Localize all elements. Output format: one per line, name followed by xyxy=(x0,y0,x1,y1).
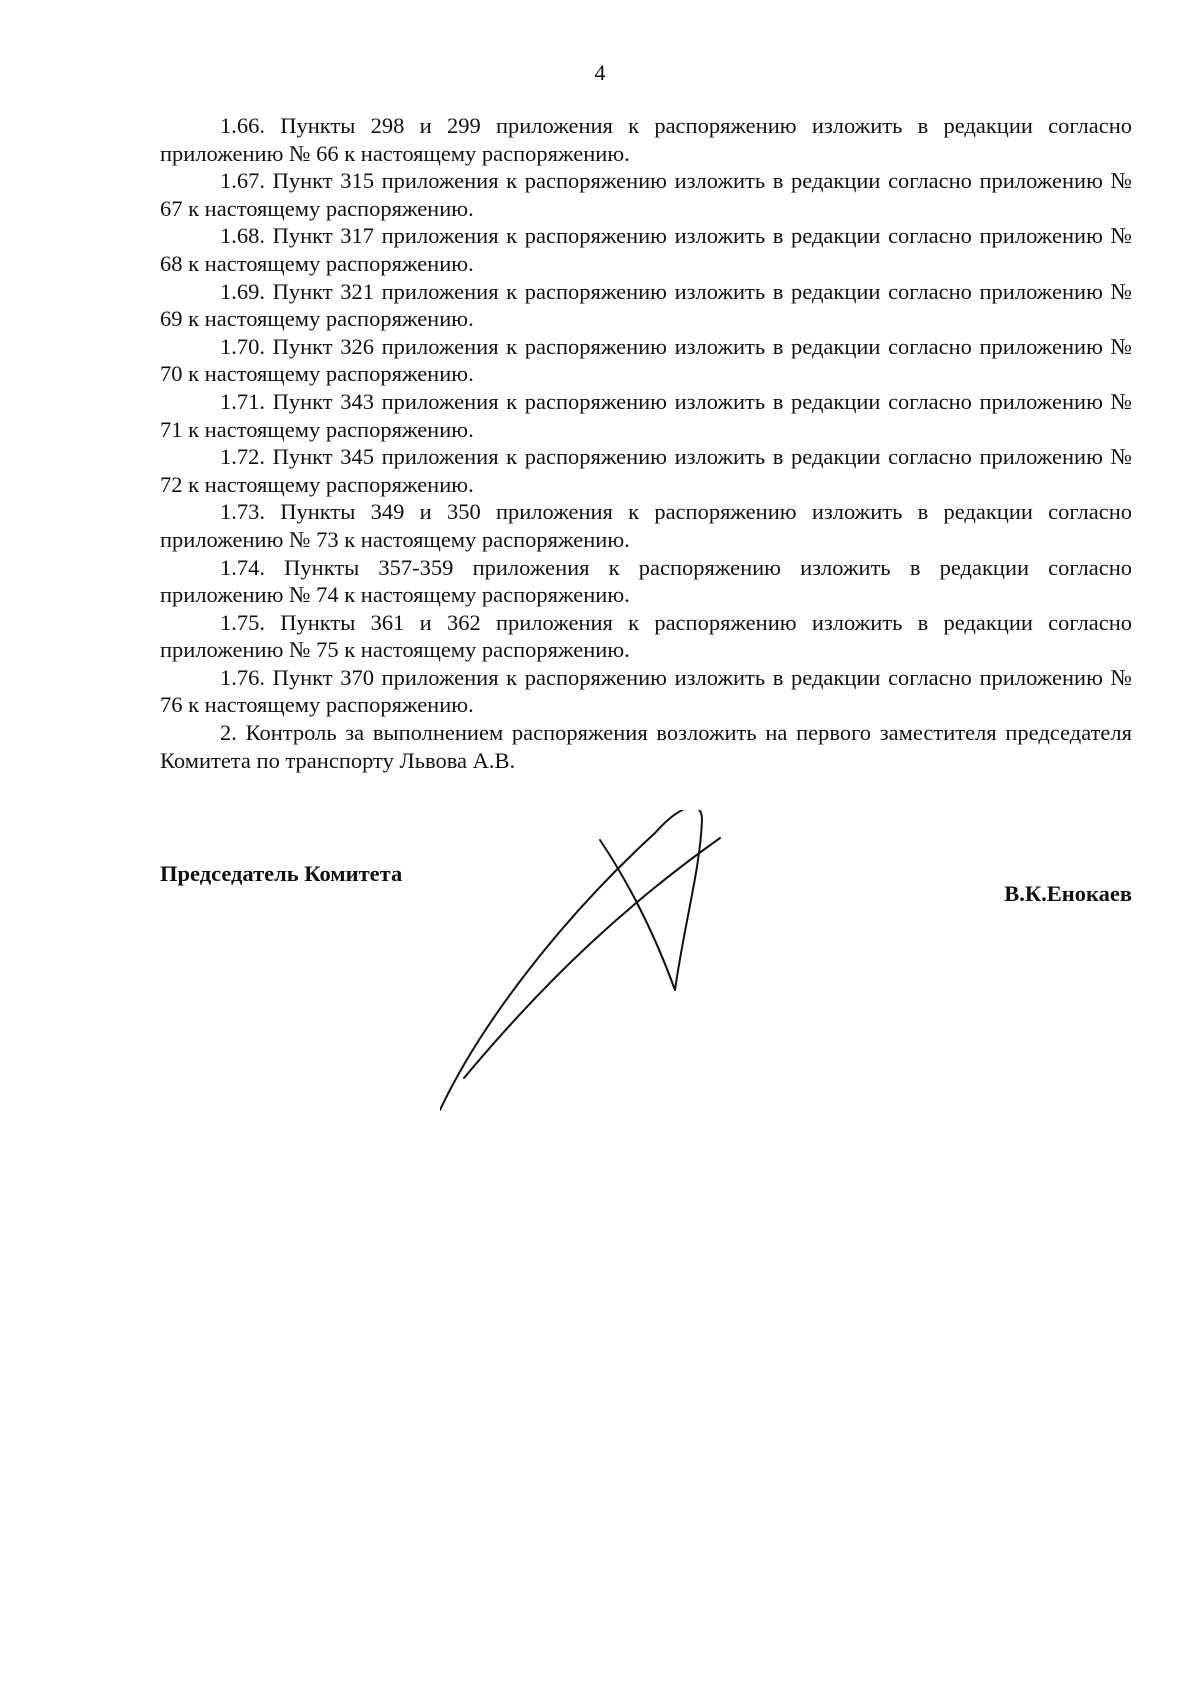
signer-name: В.К.Енокаев xyxy=(1004,881,1132,906)
paragraph-1-75: 1.75. Пункты 361 и 362 приложения к распоряжению изложить в редакции согласно приложению № 75 к настоящему распоряжению. xyxy=(160,609,1132,663)
paragraph-1-71: 1.71. Пункт 343 приложения к распоряжению изложить в редакции согласно приложению № 71 к настоящему распоряжению. xyxy=(160,388,1132,442)
signature-stroke-long xyxy=(464,838,720,1078)
signature-stroke-cross xyxy=(600,840,675,990)
handwritten-signature-icon xyxy=(440,810,800,1210)
paragraph-1-68: 1.68. Пункт 317 приложения к распоряжению изложить в редакции согласно приложению № 68 к настоящему распоряжению. xyxy=(160,223,1132,276)
document-body xyxy=(160,112,1132,774)
paragraph-1-69: 1.69. Пункт 321 приложения к распоряжению изложить в редакции согласно приложению № 69 к настоящему распоряжению. xyxy=(160,278,1132,332)
paragraph-1-72: 1.72. Пункт 345 приложения к распоряжению изложить в редакции согласно приложению № 72 к настоящему распоряжению. xyxy=(160,444,1132,497)
paragraph-1-74: 1.74. Пункты 357-359 приложения к распоряжению изложить в редакции согласно приложению № 74 к настоящему распоряжению. xyxy=(160,554,1132,608)
paragraph-1-73: 1.73. Пункты 349 и 350 приложения к распоряжению изложить в редакции согласно приложению № 73 к настоящему распоряжению. xyxy=(160,499,1132,552)
paragraph-1-66: 1.66. Пункты 298 и 299 приложения к распоряжению изложить в редакции согласно приложению № 66 к настоящему распоряжению. xyxy=(160,113,1132,166)
paragraph-1-70: 1.70. Пункт 326 приложения к распоряжению изложить в редакции согласно приложению № 70 к настоящему распоряжению. xyxy=(160,333,1132,387)
paragraph-1-76: 1.76. Пункт 370 приложения к распоряжению изложить в редакции согласно приложению № 76 к настоящему распоряжению. xyxy=(160,664,1132,718)
paragraph-1-67: 1.67. Пункт 315 приложения к распоряжению изложить в редакции согласно приложению № 67 к настоящему распоряжению. xyxy=(160,168,1132,221)
signer-title: Председатель Комитета xyxy=(160,861,403,886)
page-number: 4 xyxy=(594,60,606,85)
paragraph-2-control: 2. Контроль за выполнением распоряжения возложить на первого заместителя председателя Комитета по транспорту Львова А.В. xyxy=(160,720,1132,773)
